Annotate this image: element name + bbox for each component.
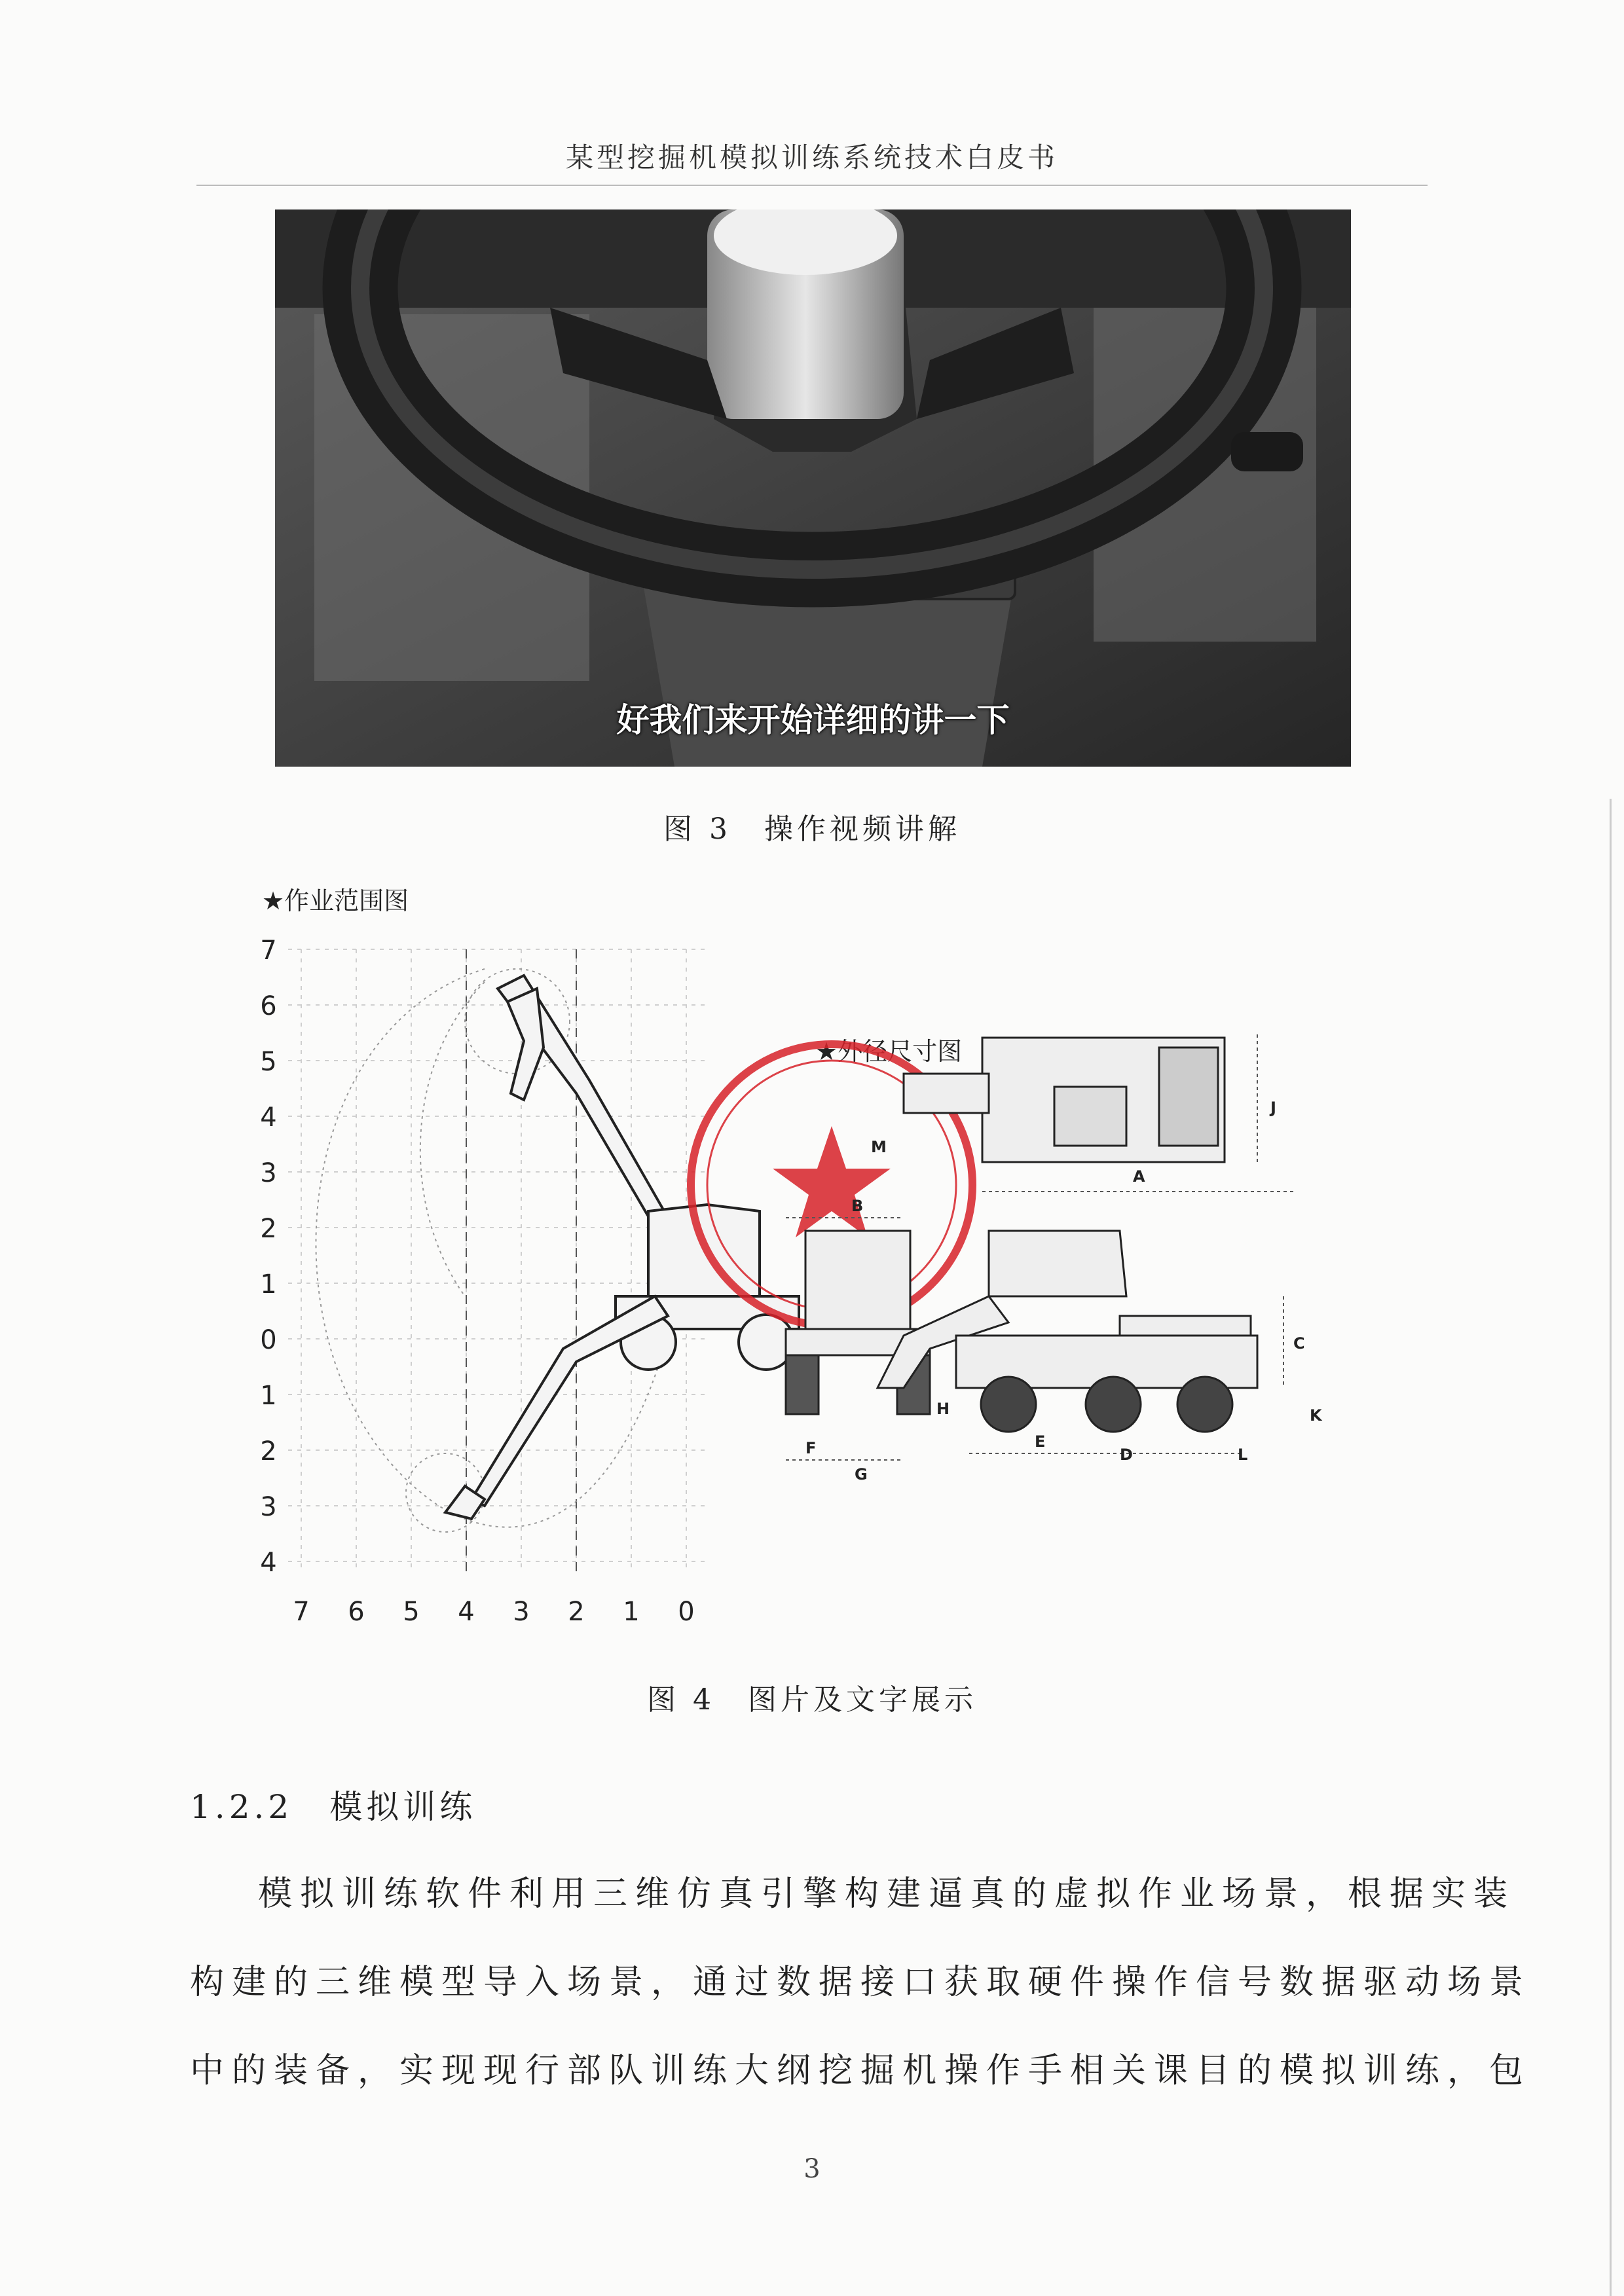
dim-label-a: A [1133,1167,1145,1186]
y-tick: 3 [260,1492,277,1522]
excavator-top-view [904,1038,1225,1162]
dimension-chart-title: ★外径尺寸图 [815,1037,963,1066]
dim-label-f: F [805,1439,817,1457]
x-tick: 2 [568,1597,585,1627]
steering-wheel-photo-illustration [275,210,1351,767]
y-tick: 5 [260,1047,277,1077]
dim-label-m: M [871,1138,887,1156]
section-heading: 1.2.2 模拟训练 [190,1788,477,1826]
dim-label-l: L [1238,1446,1248,1464]
y-tick: 1 [260,1381,277,1411]
excavator-side-view [877,1231,1257,1432]
x-tick: 7 [293,1597,310,1627]
page-number: 3 [803,2154,821,2184]
dim-label-h: H [936,1400,950,1418]
body-line-1: 模拟训练软件利用三维仿真引擎构建逼真的虚拟作业场景，根据实装 [258,1874,1516,1914]
x-tick: 3 [513,1597,530,1627]
body-line-2: 构建的三维模型导入场景，通过数据接口获取硬件操作信号数据驱动场景 [190,1963,1532,2002]
y-axis-ticks [260,936,276,1578]
y-tick: 0 [260,1325,277,1355]
excavator-front-view [786,1231,930,1414]
dim-label-b: B [851,1197,864,1215]
figure4-diagram [249,930,1362,1637]
y-tick: 2 [260,1436,277,1467]
x-tick: 1 [623,1597,640,1627]
y-tick: 1 [260,1269,277,1300]
dim-label-e: E [1035,1432,1046,1451]
y-tick: 7 [260,936,277,966]
x-tick: 5 [403,1597,420,1627]
dim-label-d: D [1120,1446,1133,1464]
figure3-caption: 图 3 操作视频讲解 [663,812,961,846]
y-tick: 4 [260,1102,277,1133]
y-tick: 6 [260,991,277,1021]
y-tick: 3 [260,1158,277,1188]
running-header: 某型挖掘机模拟训练系统技术白皮书 [565,141,1058,173]
x-axis-ticks [293,1597,694,1627]
header-rule [196,185,1428,186]
dim-label-c: C [1293,1334,1305,1353]
x-tick: 6 [348,1597,365,1627]
figure3-photo [275,210,1351,767]
x-tick: 4 [458,1597,475,1627]
y-tick: 2 [260,1214,277,1244]
y-tick: 4 [260,1548,277,1578]
dim-label-k: K [1310,1406,1322,1425]
panel-label: 行车 [866,556,889,570]
dim-label-j: J [1270,1099,1276,1117]
video-subtitle: 好我们来开始详细的讲一下 [616,701,1010,739]
body-line-3: 中的装备，实现现行部队训练大纲挖掘机操作手相关课目的模拟训练，包 [190,2051,1532,2090]
range-chart-title: ★作业范围图 [262,886,409,915]
excavator-side-range [445,975,799,1519]
scan-edge-line [1610,799,1612,2296]
figure4-caption: 图 4 图片及文字展示 [647,1683,977,1717]
reach-envelope [316,969,668,1532]
dim-label-g: G [855,1465,868,1484]
x-tick: 0 [678,1597,695,1627]
